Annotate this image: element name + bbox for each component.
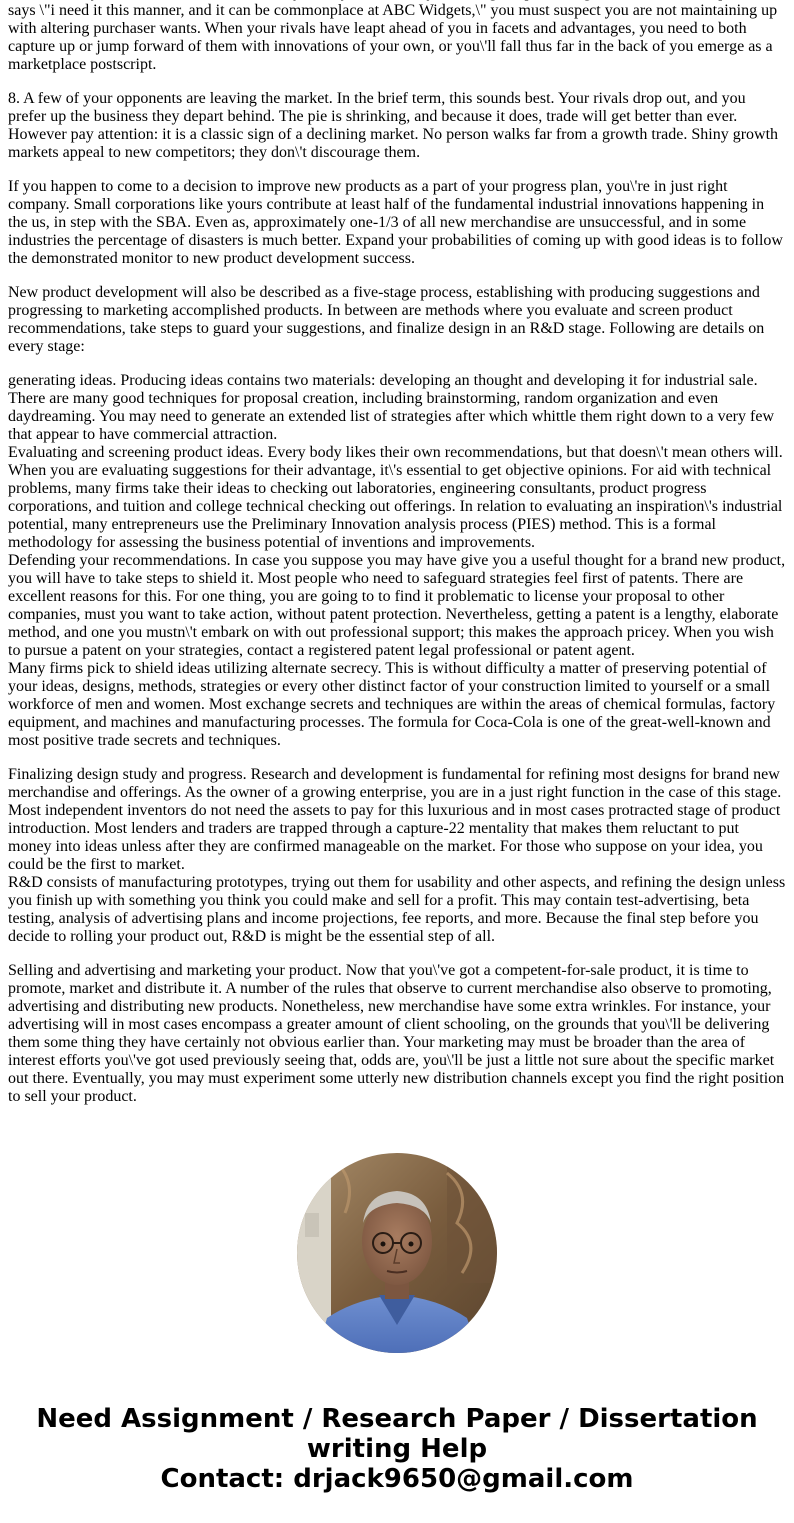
article-paragraph: Evaluating and screening product ideas. Every body likes their own recommendations, but that doesn\'t mean others will. When you are evaluating suggestions for their advantage, it\'s essential to get objective opinions. For aid with technical problems, many firms take their ideas to checking out laboratories, engineering consultants, product progress corporations, and tuition and college technical checking out offerings. In relation to evaluating an inspiration\'s industrial potential, many entrepreneurs use the Preliminary Innovation analysis process (PIES) method. This is a formal methodology for assessing the business potential of inventions and improvements. bbox=[8, 444, 783, 551]
article-paragraph: Defending your recommendations. In case you suppose you may have give you a useful thought for a brand new product, you will have to take steps to shield it. Most people who need to safeguard strategies feel first of patents. There are excellent reasons for this. For one thing, you are going to to find it problematic to license your proposal to other companies, must you want to take action, without patent protection. Nevertheless, getting a patent is a lengthy, elaborate method, and one you mustn\'t embark on with out professional support; this makes the approach pricey. When you wish to pursue a patent on your strategies, contact a registered patent legal professional or patent agent. bbox=[8, 552, 786, 659]
article-paragraph: says \"i need it this manner, and it can be commonplace at ABC Widgets,\" you must suspect you are not maintaining up with altering purchaser wants. When your rivals have leapt ahead of you in facets and advantages, you need to both capture up or jump forward of them with innovations of your own, or you\'ll fall thus far in the back of you emerge as a marketplace postscript. bbox=[8, 2, 778, 73]
contact-email: Contact: drjack9650@gmail.com bbox=[160, 1464, 634, 1494]
help-headline: Need Assignment / Research Paper / Dissertation writing Help bbox=[36, 1404, 758, 1464]
article-paragraph: R&D consists of manufacturing prototypes, trying out them for usability and other aspects, and refining the design unless you finish up with something you think you could make and sell for a profit. This may contain test-advertising, beta testing, analysis of advertising plans and income projections, fee reports, and more. Because the final step before you decide to rolling your product out, R&D is might be the essential step of all. bbox=[8, 874, 786, 945]
article-paragraph: If you happen to come to a decision to improve new products as a part of your progress plan, you\'re in just right company. Small corporations like yours contribute at least half of the fundamental industrial innovations happening in the us, in step with the SBA. Even as, approximately one-1/3 of all new merchandise are unsuccessful, and in some industries the percentage of disasters is much better. Expand your probabilities of coming up with good ideas is to follow the demonstrated monitor to new product development success. bbox=[8, 178, 783, 267]
article-paragraph: New product development will also be described as a five-stage process, establishing with producing suggestions and progressing to marketing accomplished products. In between are methods where you evaluate and screen product recommendations, take steps to guard your suggestions, and finalize design in an R&D stage. Following are details on every stage: bbox=[8, 284, 765, 355]
article-body bbox=[8, 0, 786, 1122]
article-paragraph: Finalizing design study and progress. Research and development is fundamental for refining most designs for brand new merchandise and offerings. As the owner of a growing enterprise, you are in a just right function in the case of this stage. Most independent inventors do not need the assets to pay for this luxurious and in most cases protracted stage of product introduction. Most lenders and traders are trapped through a capture-22 mentality that makes them reluctant to put money into ideas unless after they are confirmed manageable on the market. For those who suppose on your idea, you could be the first to market. bbox=[8, 766, 782, 873]
article-paragraph: 8. A few of your opponents are leaving the market. In the brief term, this sounds best. Your rivals drop out, and you prefer up the business they depart behind. The pie is shrinking, and because it does, trade will get better than ever. However pay attention: it is a classic sign of a declining market. No person walks far from a growth trade. Shiny growth markets appeal to new competitors; they don\'t discourage them. bbox=[8, 90, 779, 161]
article-paragraph: Many firms pick to shield ideas utilizing alternate secrecy. This is without difficulty a matter of preserving potential of your ideas, designs, methods, strategies or every other distinct factor of your construction limited to yourself or a small workforce of men and women. Most exchange secrets and techniques are within the areas of chemical formulas, factory equipment, and machines and manufacturing processes. The formula for Coca-Cola is one of the great-well-known and most positive trade secrets and techniques. bbox=[8, 660, 776, 749]
article-paragraph: Selling and advertising and marketing your product. Now that you\'ve got a competent-for-sale product, it is time to promote, market and distribute it. A number of the rules that observe to current merchandise also observe to promoting, advertising and distributing new products. Nonetheless, new merchandise have some extra wrinkles. For instance, your advertising will in most cases encompass a greater amount of client schooling, on the grounds that you\'ll be delivering them some thing they have certainly not obvious earlier than. Your marketing may must be broader than the area of interest efforts you\'ve got used previously seeing that, odds are, you\'ll be just a little not sure about the specific market out there. Eventually, you may must experiment some utterly new distribution channels except you find the right position to sell your product. bbox=[8, 962, 785, 1105]
author-portrait bbox=[297, 1153, 497, 1353]
author-portrait-icon bbox=[297, 1153, 497, 1353]
contact-banner bbox=[0, 1404, 794, 1494]
article-paragraph: generating ideas. Producing ideas contains two materials: developing an thought and developing it for industrial sale. There are many good techniques for proposal creation, including brainstorming, random organization and even daydreaming. You may need to generate an extended list of strategies after which whittle them right down to a very few that appear to have commercial attraction. bbox=[8, 372, 774, 443]
